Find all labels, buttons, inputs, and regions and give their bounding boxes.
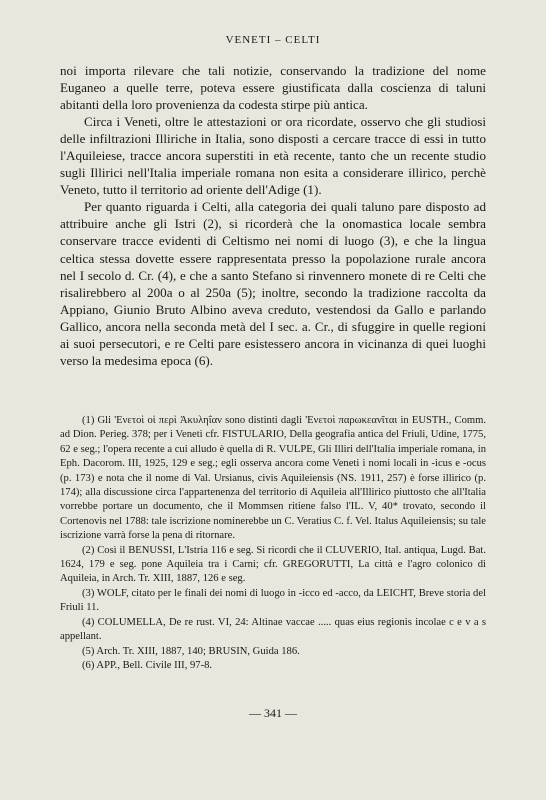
footnotes [60, 414, 486, 673]
running-header: VENETI – CELTI [225, 34, 321, 46]
main-text [60, 62, 486, 369]
paragraph: Circa i Veneti, oltre le attestazioni or ora ricordate, osservo che gli studiosi delle infiltrazioni Illiriche in Italia, sono disposti a cercare tracce di essi in tutto l'Aquileiese, tracce ancora superstiti in età recente, tanto che un recente studio sugli Illirici nell'Italia imperiale romana non esita a considerare illirico, perchè Veneto, tutto il territorio ad oriente dell'Adige (1). [60, 114, 486, 198]
paragraph: Per quanto riguarda i Celti, alla categoria dei quali taluno pare disposto ad attribuire anche gli Istri (2), si ricorderà che la onomastica locale sembra conservare tracce evidenti di Celtismo nei nomi di luogo (3), e che la lingua celtica stessa dovette essere rappresentata presso la popolazione rurale ancora nel I secolo d. Cr. (4), e che a santo Stefano si rinvennero monete di re Celti che risalirebbero al 200a o al 250a (5); inoltre, secondo la tradizione raccolta da Appiano, Giunio Bruto Albino aveva creduto, vestendosi da Gallo e parlando Gallico, ancora nella seconda metà del I sec. a. Cr., di sfuggire in quelle regioni ai suoi persecutori, e re Celti pare esistessero ancora in vicinanza di quei luoghi verso la medesima epoca (6). [60, 199, 486, 368]
footnote: (1) Gli 'Ενετοὶ οἱ περὶ Ἀκυληΐαν sono distinti dagli 'Ενετοὶ παρωκεανῖται in EUSTH., Comm. ad Dion. Perieg. 378; per i Veneti cfr. FISTULARIO, Della geografia antica del Friuli, Udine, 1775, 62 e seg.; l'opera recente a cui alludo è quella di R. VULPE, Gli Illiri dell'Italia imperiale romana, in Eph. Dacorom. III, 1925, 129 e seg.; egli osserva ancora come Veneti i nomi locali in -icus e -ocus (p. 173) e nota che il nome di Val. Ursianus, civis Aquileiensis (NS. 1911, 257) è forse illirico (p. 174); alla discussione circa l'appartenenza del territorio di Aquileia all'Illirico piuttosto che all'Italia vorrebbe portare un documento, che il Mommsen ritiene falso l'IL. V, 40* trovato, secondo il Cortenovis nel 1788: tale iscrizione nominerebbe un C. Veratius C. f. Vel. Italus Aquileiensis; su tale iscrizione varrà forse la pena di ritornare. [60, 415, 486, 542]
footnote: (4) COLUMELLA, De re rust. VI, 24: Altinae vaccae ..... quas eius regionis incolae c e v a s appellant. [60, 616, 486, 643]
footnote: (2) Così il BENUSSI, L'Istria 116 e seg. Si ricordi che il CLUVERIO, Ital. antiqua, Lugd. Bat. 1624, 179 e seg. pone Aquileia tra i Carni; cfr. GREGORUTTI, La città e l'agro colonico di Aquileia, in Arch. Tr. XIII, 1887, 126 e seg. [60, 544, 486, 585]
page-number: — 341 — [249, 706, 297, 720]
paragraph: noi importa rilevare che tali notizie, conservando la tradizione del nome Euganeo a quelle terre, poteva essere giustificata dalla coscienza di taluni abitanti della loro provenienza da codesta stirpe più antica. [60, 63, 486, 113]
footnote: (6) APP., Bell. Civile III, 97-8. [82, 659, 213, 671]
footnote: (3) WOLF, citato per le finali dei nomi di luogo in -icco ed -acco, da LEICHT, Breve storia del Friuli 11. [60, 587, 486, 614]
footnote: (5) Arch. Tr. XIII, 1887, 140; BRUSIN, Guida 186. [82, 645, 300, 657]
